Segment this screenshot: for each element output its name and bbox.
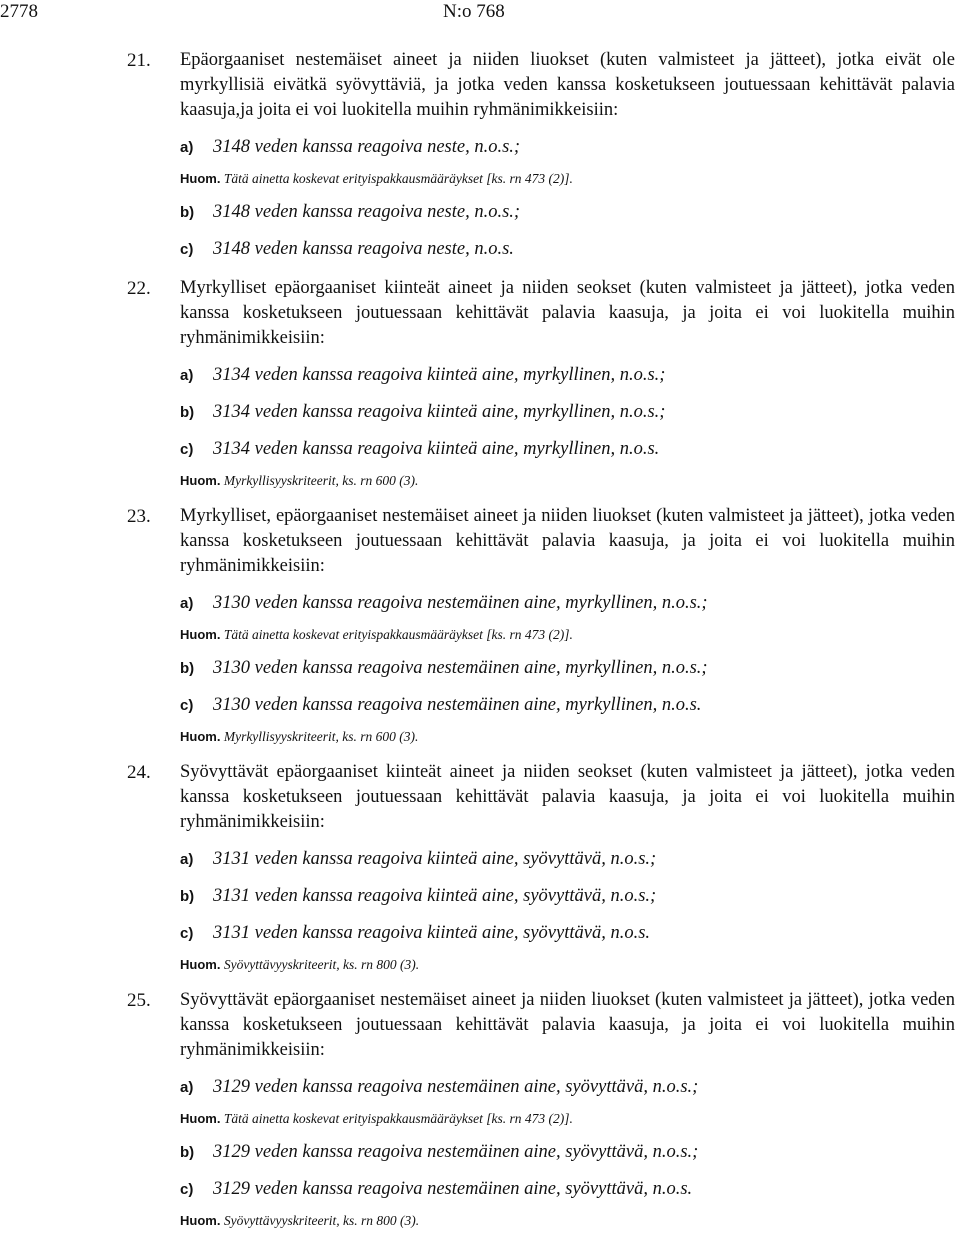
page-header: [0, 0, 960, 30]
list-item: [180, 135, 960, 160]
list-item: [180, 921, 960, 946]
list-item: [180, 437, 960, 462]
item-text: 3148 veden kanssa reagoiva neste, n.o.s.;: [213, 202, 521, 222]
item-text: 3131 veden kanssa reagoiva kiinteä aine, syövyttävä, n.o.s.: [213, 923, 651, 943]
item-text: 3131 veden kanssa reagoiva kiinteä aine, syövyttävä, n.o.s.;: [213, 886, 657, 906]
section-text: Myrkylliset, epäorgaaniset nestemäiset aineet ja niiden liuokset (kuten valmisteet ja jätteet), jotka veden kanssa kosketukseen joutuessaan kehittävät palavia kaasuja, ja joita ei voi luokitella muihin ryhmänimikkeisiin:: [180, 506, 955, 576]
item-letter: c): [180, 925, 194, 942]
note: [180, 956, 960, 974]
document-body: [0, 48, 960, 1244]
section-2: [0, 276, 960, 490]
list-item: [180, 400, 960, 425]
note-text: Tätä ainetta koskevat erityispakkausmääräykset [ks. rn 473 (2)].: [223, 1111, 573, 1126]
item-text: 3129 veden kanssa reagoiva nestemäinen aine, syövyttävä, n.o.s.: [213, 1179, 693, 1199]
list-item: [180, 693, 960, 718]
section-5: [0, 988, 960, 1230]
note-text: Myrkyllisyyskriteerit, ks. rn 600 (3).: [223, 473, 419, 488]
list-item: [180, 1075, 960, 1100]
item-letter: a): [180, 139, 194, 156]
list-item: [180, 200, 960, 225]
item-text: 3134 veden kanssa reagoiva kiinteä aine, myrkyllinen, n.o.s.;: [213, 365, 666, 385]
list-item: [180, 591, 960, 616]
note-text: Tätä ainetta koskevat erityispakkausmääräykset [ks. rn 473 (2)].: [223, 627, 573, 642]
note: [180, 1110, 960, 1128]
item-text: 3131 veden kanssa reagoiva kiinteä aine, syövyttävä, n.o.s.;: [213, 849, 657, 869]
note-text: Syövyttävyyskriteerit, ks. rn 800 (3).: [223, 1213, 420, 1228]
list-item: [180, 237, 960, 262]
item-letter: c): [180, 241, 194, 258]
section-number: 21.: [127, 50, 151, 71]
note-label: Huom.: [180, 1213, 221, 1228]
item-letter: a): [180, 595, 194, 612]
list-item: [180, 1177, 960, 1202]
list-item: [180, 1140, 960, 1165]
item-letter: c): [180, 1181, 194, 1198]
note: [180, 170, 960, 188]
section-1: [0, 48, 960, 262]
section-3: [0, 504, 960, 746]
item-text: 3148 veden kanssa reagoiva neste, n.o.s.;: [213, 137, 521, 157]
page-number: 2778: [0, 1, 38, 22]
item-text: 3134 veden kanssa reagoiva kiinteä aine, myrkyllinen, n.o.s.: [213, 439, 660, 459]
journal-number: N:o 768: [443, 1, 505, 22]
list-item: [180, 656, 960, 681]
item-text: 3129 veden kanssa reagoiva nestemäinen aine, syövyttävä, n.o.s.;: [213, 1142, 699, 1162]
item-letter: b): [180, 1144, 195, 1161]
list-item: [180, 884, 960, 909]
note-label: Huom.: [180, 171, 221, 186]
section-4: [0, 760, 960, 974]
list-item: [180, 847, 960, 872]
item-letter: b): [180, 888, 195, 905]
item-letter: b): [180, 404, 195, 421]
note-label: Huom.: [180, 1111, 221, 1126]
item-text: 3130 veden kanssa reagoiva nestemäinen aine, myrkyllinen, n.o.s.: [213, 695, 702, 715]
section-text: Epäorgaaniset nestemäiset aineet ja niiden liuokset (kuten valmisteet ja jätteet), jotka eivät ole myrkyllisiä eivätkä syövyttäviä, ja jotka veden kanssa kosketukseen joutuessaan kehittävät palavia kaasuja,ja joita ei voi luokitella muihin ryhmänimikkeisiin:: [180, 50, 955, 120]
section-number: 23.: [127, 506, 151, 527]
note-text: Tätä ainetta koskevat erityispakkausmääräykset [ks. rn 473 (2)].: [223, 171, 573, 186]
note: [180, 1212, 960, 1230]
item-text: 3130 veden kanssa reagoiva nestemäinen aine, myrkyllinen, n.o.s.;: [213, 658, 708, 678]
item-letter: a): [180, 367, 194, 384]
list-item: [180, 363, 960, 388]
item-letter: c): [180, 441, 194, 458]
section-text: Syövyttävät epäorgaaniset kiinteät aineet ja niiden seokset (kuten valmisteet ja jätteet), jotka veden kanssa kosketukseen joutuessaan kehittävät palavia kaasuja, ja joita ei voi luokitella muihin ryhmänimikkeisiin:: [180, 762, 955, 832]
item-letter: c): [180, 697, 194, 714]
section-text: Myrkylliset epäorgaaniset kiinteät aineet ja niiden seokset (kuten valmisteet ja jätteet), jotka veden kanssa kosketukseen joutuessaan kehittävät palavia kaasuja, ja joita ei voi luokitella muihin ryhmänimikkeisiin:: [180, 278, 955, 348]
item-letter: b): [180, 204, 195, 221]
section-number: 24.: [127, 762, 151, 783]
note-text: Syövyttävyyskriteerit, ks. rn 800 (3).: [223, 957, 420, 972]
section-text: Syövyttävät epäorgaaniset nestemäiset aineet ja niiden liuokset (kuten valmisteet ja jätteet), jotka veden kanssa kosketukseen joutuessaan kehittävät palavia kaasuja, ja joita ei voi luokitella muihin ryhmänimikkeisiin:: [180, 990, 955, 1060]
section-number: 25.: [127, 990, 151, 1011]
note-label: Huom.: [180, 729, 221, 744]
note-label: Huom.: [180, 957, 221, 972]
note-text: Myrkyllisyyskriteerit, ks. rn 600 (3).: [223, 729, 419, 744]
note: [180, 626, 960, 644]
item-text: 3134 veden kanssa reagoiva kiinteä aine, myrkyllinen, n.o.s.;: [213, 402, 666, 422]
item-letter: a): [180, 1079, 194, 1096]
note-label: Huom.: [180, 473, 221, 488]
section-number: 22.: [127, 278, 151, 299]
note-label: Huom.: [180, 627, 221, 642]
item-letter: b): [180, 660, 195, 677]
note: [180, 728, 960, 746]
item-text: 3148 veden kanssa reagoiva neste, n.o.s.: [213, 239, 514, 259]
item-text: 3130 veden kanssa reagoiva nestemäinen aine, myrkyllinen, n.o.s.;: [213, 593, 708, 613]
item-letter: a): [180, 851, 194, 868]
note: [180, 472, 960, 490]
item-text: 3129 veden kanssa reagoiva nestemäinen aine, syövyttävä, n.o.s.;: [213, 1077, 699, 1097]
